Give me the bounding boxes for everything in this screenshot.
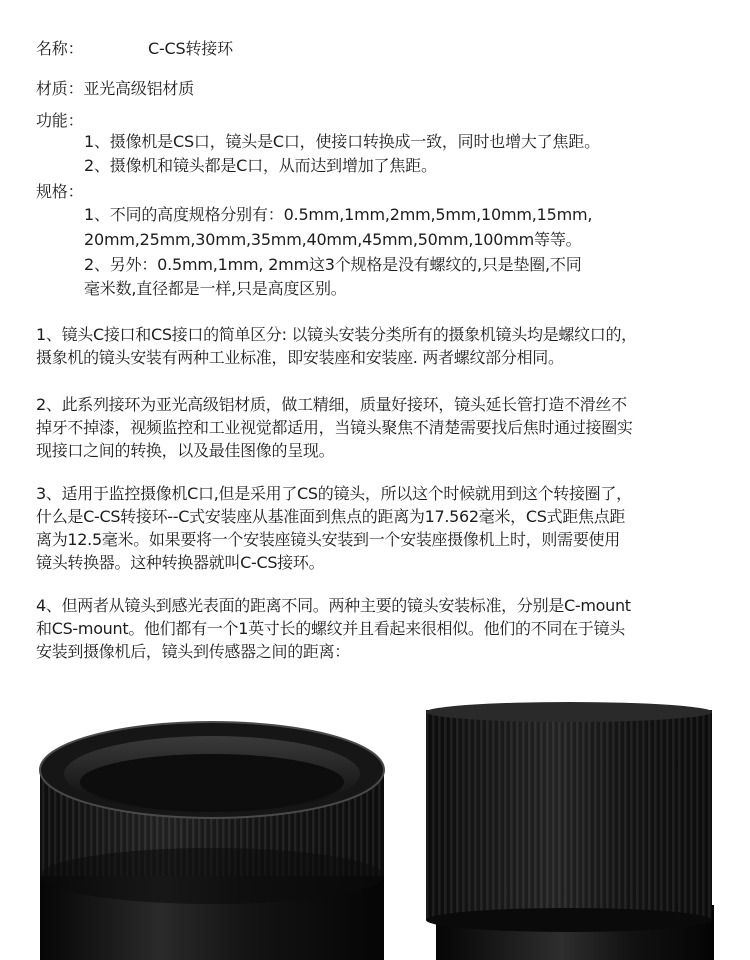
function-item-1: 1、摄像机是CS口，镜头是C口，使接口转换成一致，同时也增大了焦距。 [84,132,600,151]
spec-item-2-line-1: 2、另外：0.5mm,1mm, 2mm这3个规格是没有螺纹的,只是垫圈,不同 [84,255,582,274]
spec-label: 规格： [36,182,84,201]
paragraph-4 [36,594,726,663]
paragraph-3-line-3: 离为12.5毫米。如果要将一个安装座镜头安装到一个安装座摄像机上时，则需要使用 [36,530,620,549]
spec-item-1-line-1: 1、不同的高度规格分别有：0.5mm,1mm,2mm,5mm,10mm,15mm, [84,205,593,224]
paragraph-2-line-1: 2、此系列接环为亚光高级铝材质，做工精细，质量好接环，镜头延长管打造不滑丝不 [36,395,627,414]
paragraph-1 [36,323,726,369]
paragraph-3-line-2: 什么是C-CS转接环--C式安装座从基准面到焦点的距离为17.562毫米，CS式距焦点距 [36,507,626,526]
paragraph-3-line-1: 3、适用于监控摄像机C口,但是采用了CS的镜头，所以这个时候就用到这个转接圈了， [36,484,632,503]
paragraph-3 [36,482,726,574]
name-label: 名称： [36,39,84,58]
spec-item-1-line-2: 20mm,25mm,30mm,35mm,40mm,45mm,50mm,100mm等等。 [84,230,582,249]
paragraph-3-line-4: 镜头转换器。这种转换器就叫C-CS接环。 [36,553,325,572]
material-line: 材质：亚光高级铝材质 [36,79,195,98]
paragraph-4-line-3: 安装到摄像机后，镜头到传感器之间的距离： [36,642,351,661]
function-label: 功能： [36,111,84,130]
paragraph-2-line-3: 现接口之间的转换，以及最佳图像的呈现。 [36,441,335,460]
paragraph-1-line-1: 1、镜头C接口和CS接口的简单区分: 以镜头安装分类所有的摄象机镜头均是螺纹口的， [36,325,637,344]
paragraph-2 [36,393,726,462]
right-adapter-image [426,702,714,960]
paragraph-2-line-2: 掉牙不掉漆，视频监控和工业视觉都适用，当镜头聚焦不清楚需要找后焦时通过接圈实 [36,418,633,437]
product-photo [0,690,750,960]
function-item-2: 2、摄像机和镜头都是C口，从而达到增加了焦距。 [84,156,437,175]
paragraph-4-line-2: 和CS-mount。他们都有一个1英寸长的螺纹并且看起来很相似。他们的不同在于镜头 [36,619,625,638]
name-value: C-CS转接环 [148,39,233,58]
left-adapter-image [40,722,384,960]
paragraph-4-line-1: 4、但两者从镜头到感光表面的距离不同。两种主要的镜头安装标准，分别是C-mount [36,596,631,615]
paragraph-1-line-2: 摄象机的镜头安装有两种工业标准，即安装座和安装座. 两者螺纹部分相同。 [36,348,564,367]
spec-item-2-line-2: 毫米数,直径都是一样,只是高度区别。 [84,279,347,298]
